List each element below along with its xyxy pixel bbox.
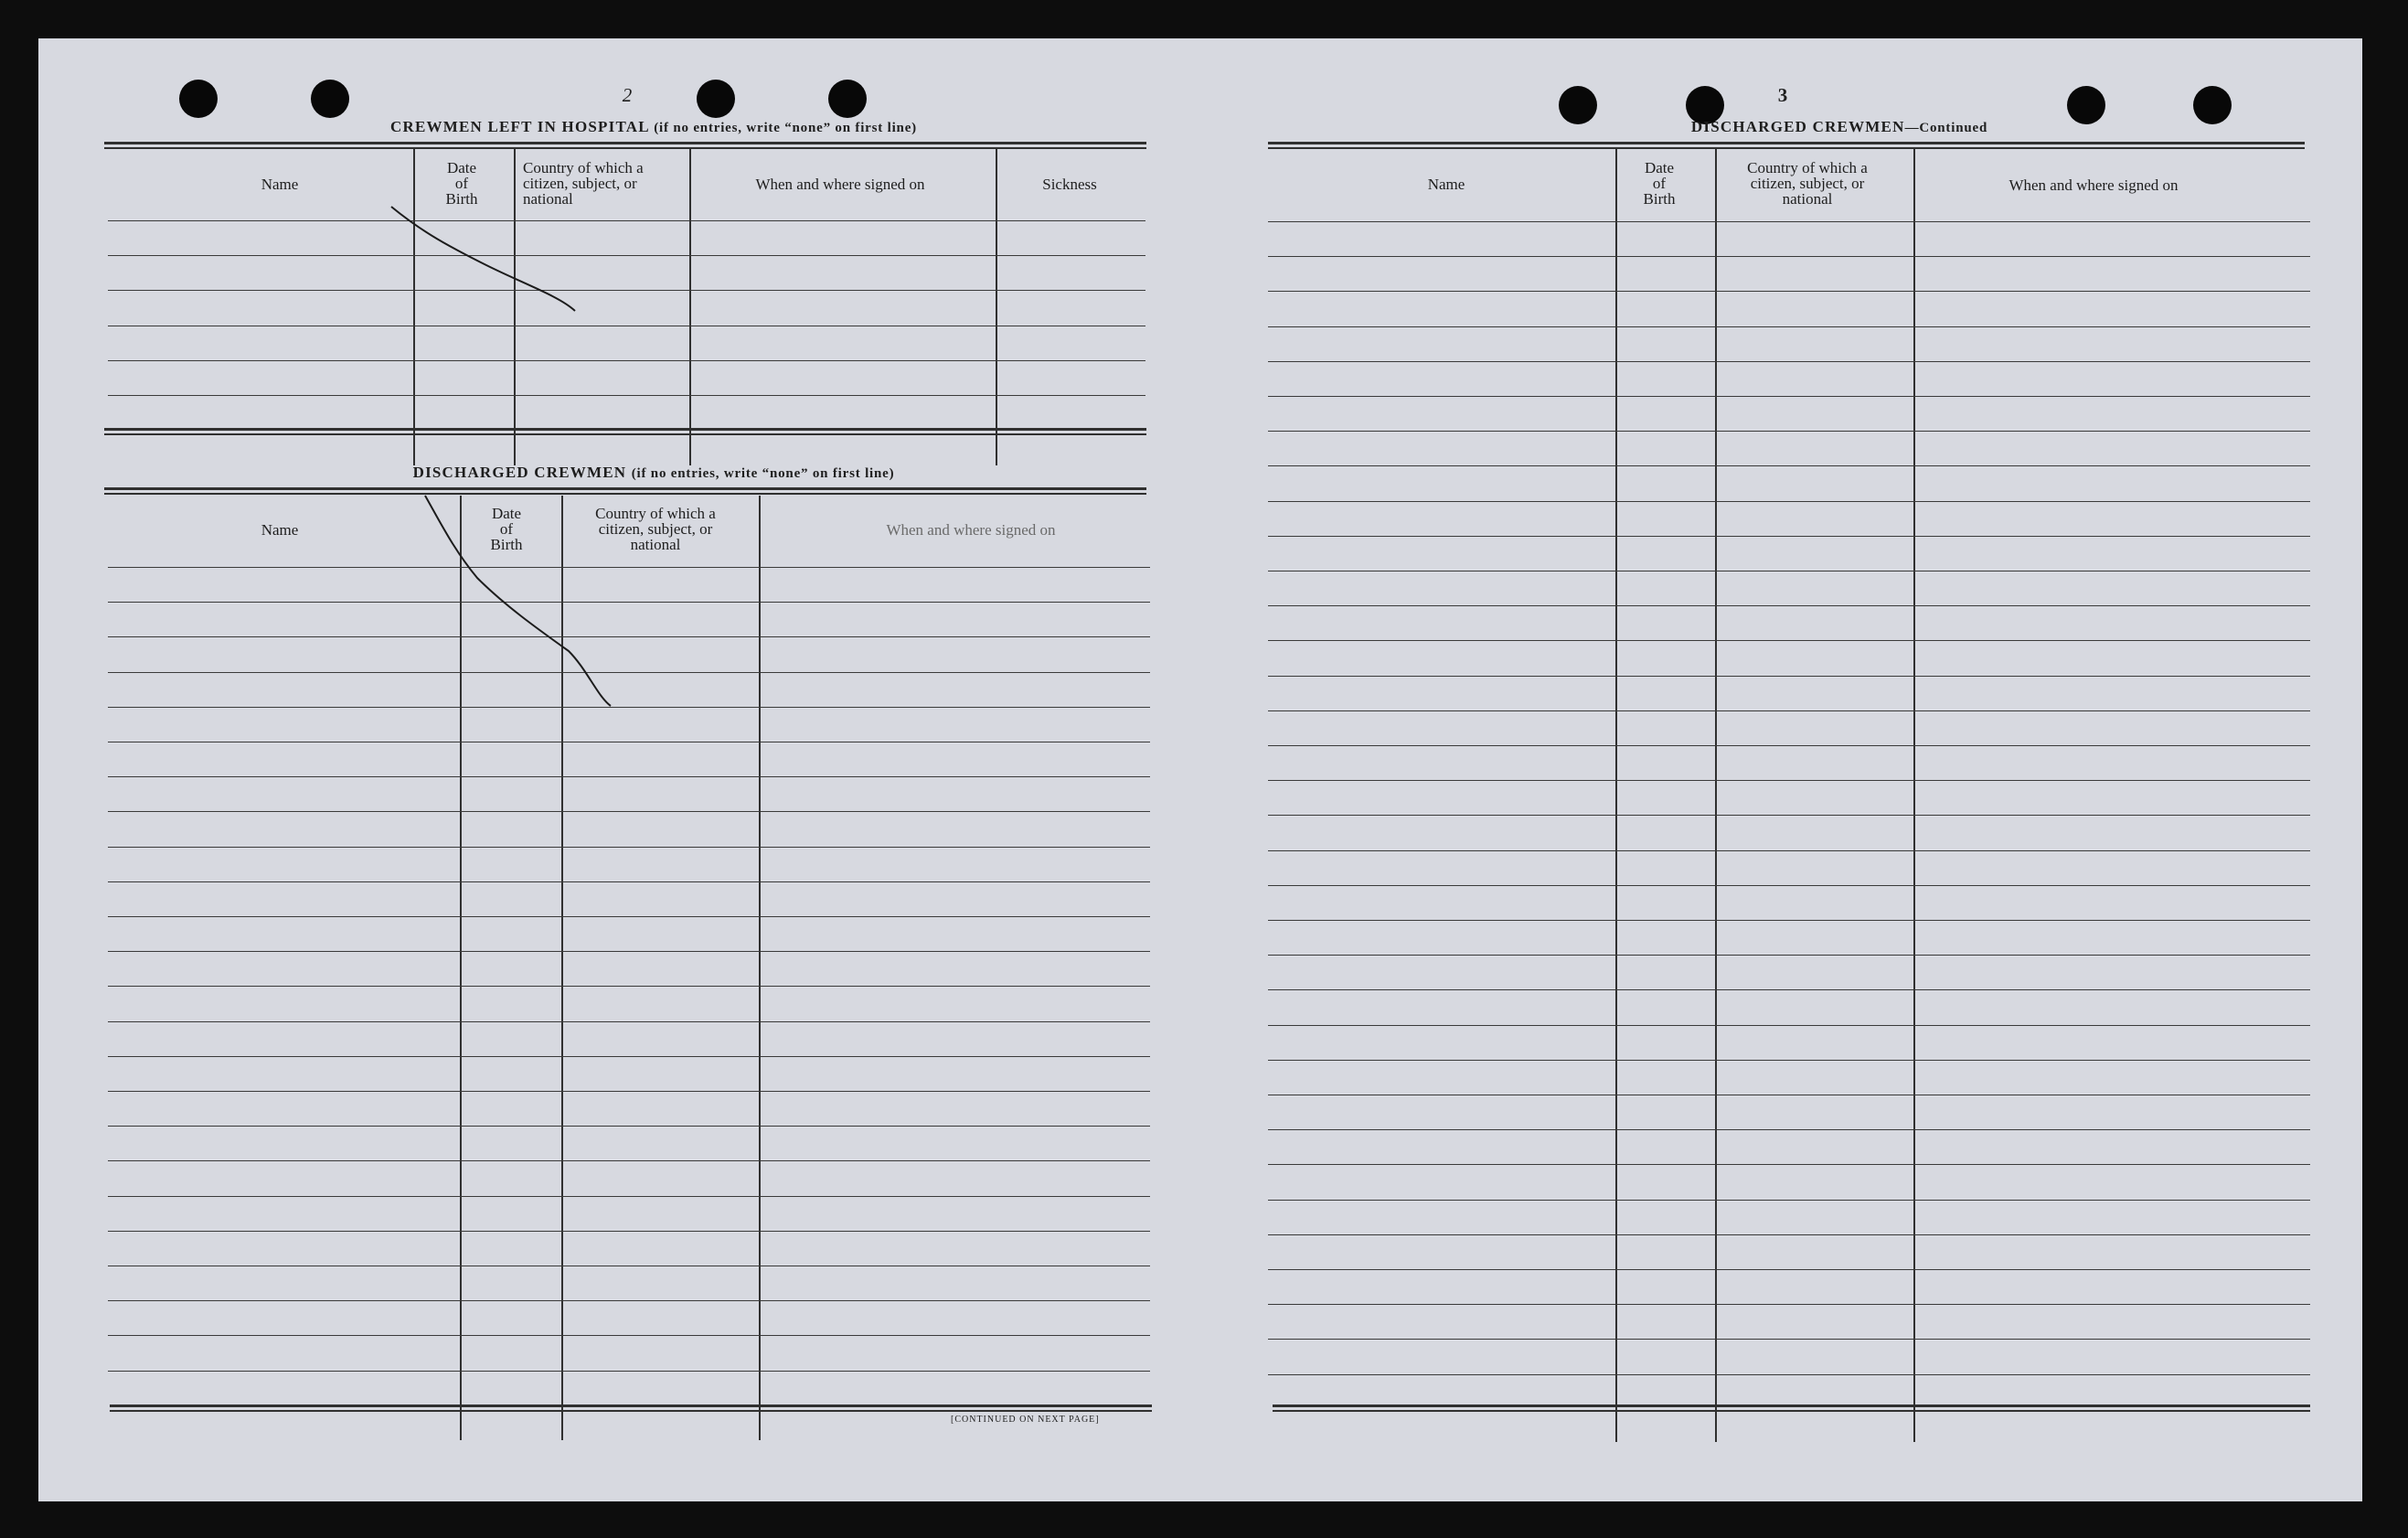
entry-line [1268, 1374, 2310, 1375]
hospital-top-rule [104, 142, 1146, 144]
punch-hole [311, 80, 349, 118]
discharged-col-country: Country of which a citizen, subject, or national [595, 505, 716, 553]
entry-line [108, 986, 1150, 987]
hospital-section-title [101, 118, 1207, 136]
entry-line [108, 567, 1150, 568]
hospital-col-name: Name [261, 176, 299, 193]
entry-line [1268, 361, 2310, 362]
entry-line [1268, 710, 2310, 711]
entry-line [1268, 326, 2310, 327]
entry-line [108, 255, 1145, 256]
punch-hole [2067, 86, 2105, 124]
entry-line [1268, 850, 2310, 851]
entry-line [1268, 815, 2310, 816]
entry-line [1268, 780, 2310, 781]
entry-line [108, 220, 1145, 221]
continued-top-rule [1268, 147, 2305, 149]
entry-line [108, 811, 1150, 812]
hospital-col-country: Country of which a citizen, subject, or national [523, 159, 644, 208]
handwritten-strike-marks [38, 38, 2362, 1501]
entry-line [108, 290, 1145, 291]
entry-line [108, 1021, 1150, 1022]
hospital-bottom-rule [104, 428, 1146, 431]
discharged-bottom-rule [110, 1410, 1152, 1412]
column-divider [1913, 149, 1915, 1442]
entry-line [1268, 1025, 2310, 1026]
entry-line [1268, 536, 2310, 537]
entry-line [1268, 221, 2310, 222]
entry-line [1268, 640, 2310, 641]
discharged-bottom-rule [110, 1404, 1152, 1407]
page-number: 3 [1777, 84, 1788, 106]
column-divider [514, 149, 516, 465]
entry-line [108, 602, 1150, 603]
entry-line [108, 881, 1150, 882]
entry-line [108, 1160, 1150, 1161]
entry-line [108, 951, 1150, 952]
entry-line [1268, 676, 2310, 677]
hospital-title-note: (if no entries, write “none” on first line) [654, 121, 917, 135]
entry-line [108, 1091, 1150, 1092]
column-divider [413, 149, 415, 465]
continued-col-dob: Date of Birth [1643, 159, 1676, 208]
form-sheet [38, 38, 2362, 1501]
entry-line [1268, 256, 2310, 257]
punch-hole [2193, 86, 2232, 124]
entry-line [1268, 1339, 2310, 1340]
entry-line [1268, 920, 2310, 921]
discharged-title-text: DISCHARGED CREWMEN [412, 464, 627, 481]
continued-col-country: Country of which a citizen, subject, or national [1747, 159, 1868, 208]
entry-line [108, 1335, 1150, 1336]
entry-line [108, 707, 1150, 708]
entry-line [1268, 291, 2310, 292]
entry-line [1268, 1060, 2310, 1061]
hospital-bottom-rule [104, 433, 1146, 435]
entry-line [1268, 465, 2310, 466]
entry-line [1268, 885, 2310, 886]
entry-line [1268, 431, 2310, 432]
entry-line [108, 1300, 1150, 1301]
discharged-col-name: Name [261, 521, 299, 539]
entry-line [108, 1371, 1150, 1372]
column-divider [1715, 149, 1717, 1442]
entry-line [108, 1126, 1150, 1127]
entry-line [108, 1196, 1150, 1197]
continued-section-title [1611, 118, 2068, 136]
entry-line [108, 636, 1150, 637]
hospital-col-signed-on: When and where signed on [755, 176, 925, 193]
entry-line [1268, 1269, 2310, 1270]
entry-line [1268, 1164, 2310, 1165]
column-divider [1615, 149, 1617, 1442]
continued-bottom-rule [1273, 1404, 2310, 1407]
entry-line [108, 360, 1145, 361]
hospital-col-dob: Date of Birth [445, 159, 478, 208]
entry-line [1268, 1304, 2310, 1305]
hospital-strike-mark [391, 207, 575, 311]
discharged-top-rule [104, 487, 1146, 490]
punch-hole [179, 80, 218, 118]
continued-col-signed-on: When and where signed on [2008, 176, 2179, 194]
entry-line [1268, 605, 2310, 606]
entry-line [108, 847, 1150, 848]
entry-line [1268, 989, 2310, 990]
entry-line [1268, 1129, 2310, 1130]
continued-bottom-rule [1273, 1410, 2310, 1412]
entry-line [108, 1056, 1150, 1057]
discharged-col-signed-on: When and where signed on [886, 521, 1056, 539]
column-divider [689, 149, 691, 465]
entry-line [108, 672, 1150, 673]
discharged-col-dob: Date of Birth [490, 505, 523, 553]
entry-line [1268, 1234, 2310, 1235]
entry-line [1268, 1200, 2310, 1201]
entry-line [108, 776, 1150, 777]
page-number: 2 [622, 84, 633, 106]
continued-top-rule [1268, 142, 2305, 144]
continued-col-name: Name [1427, 176, 1465, 193]
hospital-col-sickness: Sickness [1042, 176, 1097, 193]
entry-line [1268, 745, 2310, 746]
punch-hole [1559, 86, 1597, 124]
discharged-title-note: (if no entries, write “none” on first line) [631, 466, 895, 481]
column-divider [996, 149, 997, 465]
discharged-top-rule [104, 493, 1146, 495]
entry-line [1268, 501, 2310, 502]
entry-line [108, 1231, 1150, 1232]
punch-hole [828, 80, 867, 118]
hospital-top-rule [104, 147, 1146, 149]
punch-hole [697, 80, 735, 118]
entry-line [1268, 955, 2310, 956]
entry-line [108, 916, 1150, 917]
discharged-section-title [101, 464, 1207, 482]
continued-title-suffix: —Continued [1904, 121, 1988, 135]
entry-line [108, 395, 1145, 396]
hospital-title-text: CREWMEN LEFT IN HOSPITAL [390, 118, 649, 135]
continued-title-text: DISCHARGED CREWMEN [1690, 118, 1905, 135]
continued-footer: [CONTINUED ON NEXT PAGE] [951, 1415, 1100, 1425]
entry-line [1268, 396, 2310, 397]
